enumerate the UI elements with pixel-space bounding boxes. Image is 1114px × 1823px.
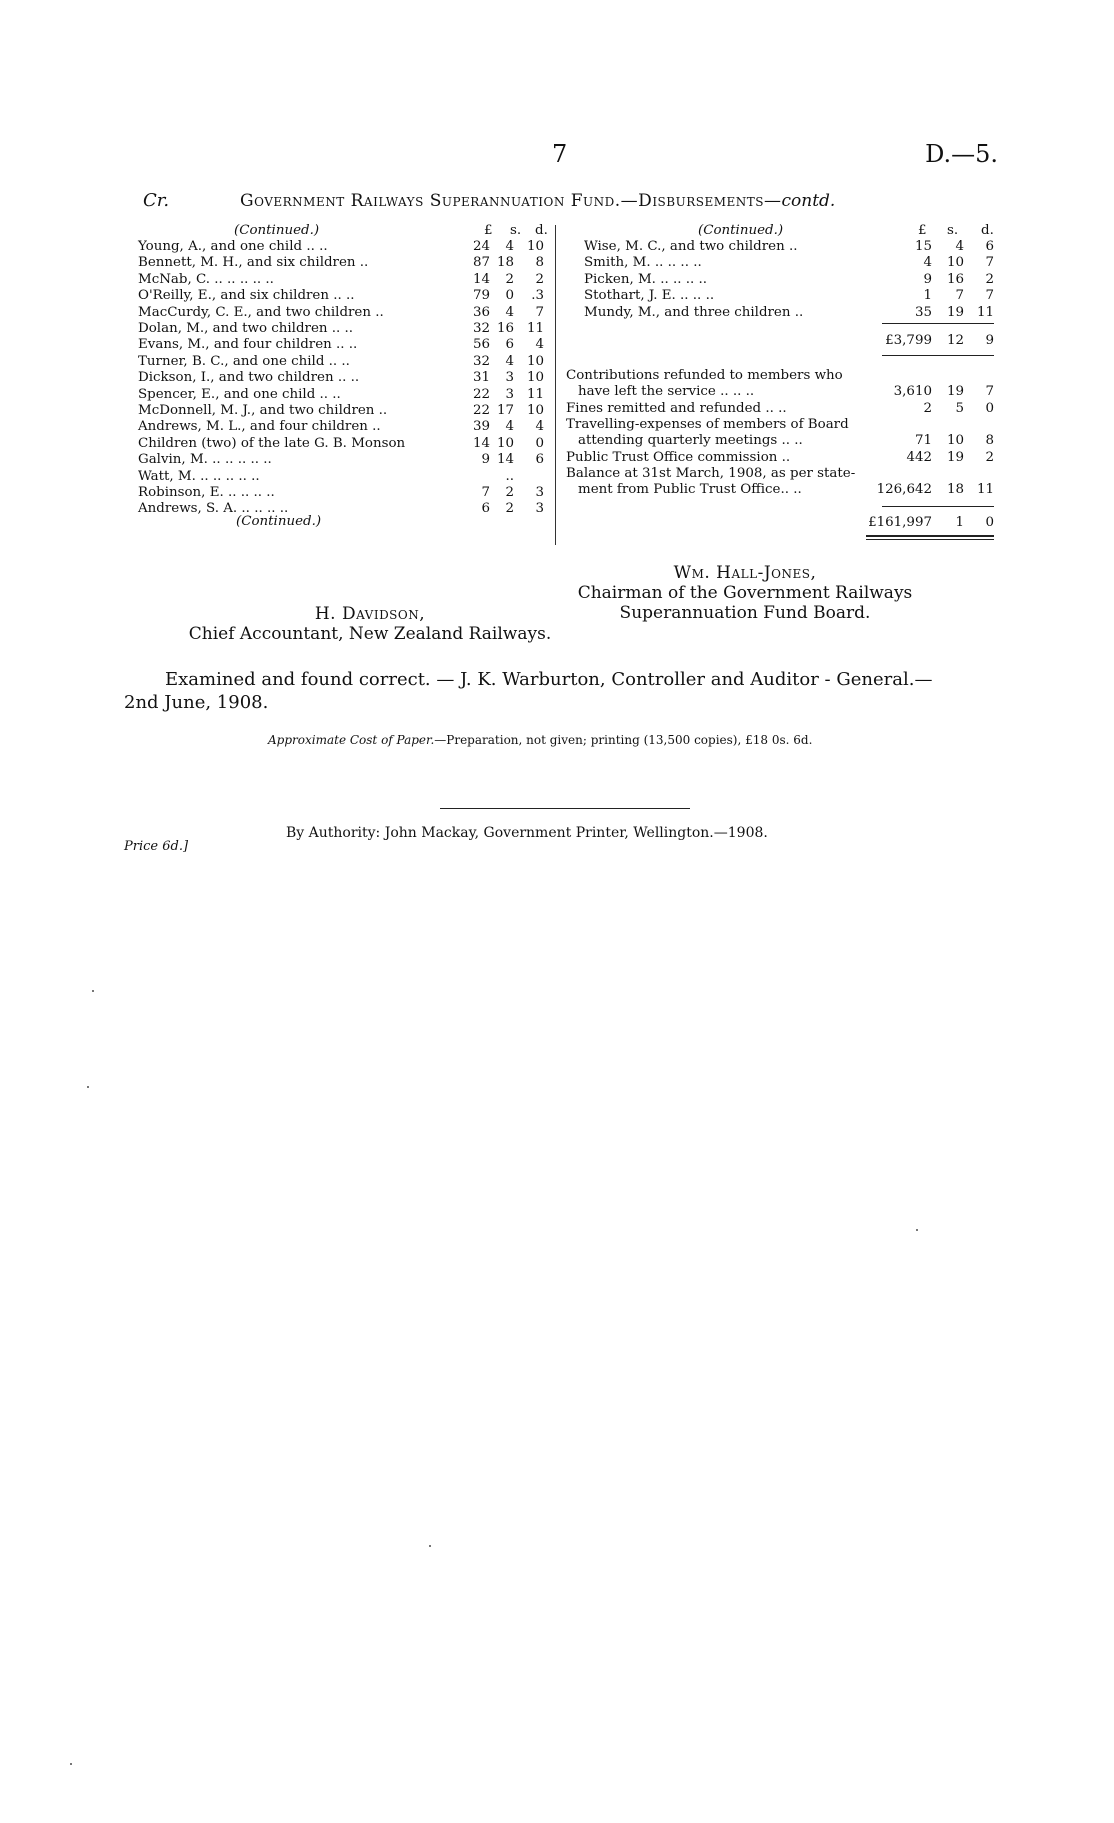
- table-row: [138, 501, 558, 517]
- row-shillings: 2: [505, 501, 514, 517]
- right-header-pence: d.: [981, 223, 994, 238]
- table-row: [138, 452, 558, 468]
- item-shillings: 19: [946, 384, 964, 400]
- row-shillings: 4: [505, 304, 514, 320]
- row-name: Dickson, I., and two children .. ..: [138, 370, 360, 386]
- examined-statement: Examined and found correct. — J. K. Warburton, Controller and Auditor - General.—: [165, 669, 933, 690]
- row-shillings: 7: [955, 288, 964, 304]
- row-pence: 11: [526, 386, 544, 402]
- item-values: [566, 433, 1006, 449]
- item-values: [566, 482, 1006, 498]
- item-line1: Fines remitted and refunded .. ..: [566, 401, 787, 416]
- credit-label: Cr.: [143, 190, 170, 211]
- row-pounds: 15: [914, 239, 932, 254]
- row-name: Bennett, M. H., and six children ..: [138, 255, 369, 271]
- row-pence: 6: [535, 452, 544, 468]
- row-pounds: 6: [481, 501, 490, 517]
- row-pence: 3: [535, 501, 544, 517]
- row-pounds: 24: [472, 239, 490, 254]
- table-row: [138, 288, 558, 304]
- row-shillings: 6: [505, 337, 514, 353]
- right-continued-top: (Continued.): [698, 223, 784, 238]
- row-pence: 11: [526, 321, 544, 336]
- footer-rule: [440, 808, 690, 809]
- row-pence: 2: [985, 271, 994, 287]
- table-row: [138, 403, 558, 419]
- table-row: [566, 272, 1006, 288]
- row-name: Andrews, S. A. .. .. .. ..: [138, 501, 289, 517]
- item-pence: 8: [985, 433, 994, 449]
- item-line1: Travelling-expenses of members of Board: [566, 417, 849, 432]
- left-continued-bottom: (Continued.): [236, 514, 322, 529]
- left-continued-top: (Continued.): [234, 223, 320, 238]
- chairman-title-line1: Chairman of the Government Railways: [577, 583, 913, 603]
- row-name: Picken, M. .. .. .. ..: [584, 271, 708, 287]
- row-pounds: 14: [472, 271, 490, 287]
- row-pounds: 22: [472, 386, 490, 402]
- row-shillings: 4: [505, 353, 514, 369]
- accountant-title: Chief Accountant, New Zealand Railways.: [188, 624, 552, 644]
- row-shillings: 4: [955, 239, 964, 254]
- row-shillings: 17: [496, 403, 514, 418]
- total-shillings: 1: [955, 515, 964, 530]
- row-name: Andrews, M. L., and four children ..: [138, 419, 381, 435]
- row-pence: 4: [535, 419, 544, 435]
- scan-speck: [70, 1763, 72, 1765]
- item-line2: attending quarterly meetings .. ..: [578, 433, 803, 449]
- item-line1: Public Trust Office commission ..: [566, 450, 791, 465]
- row-pounds: 14: [472, 435, 490, 451]
- total-double-rule-1: [866, 535, 994, 537]
- total-pence: 0: [985, 515, 994, 530]
- row-pence: .3: [531, 288, 544, 304]
- row-pounds: 79: [472, 288, 490, 304]
- row-pounds: 1: [923, 288, 932, 304]
- item-shillings: 18: [946, 482, 964, 498]
- subtotal-shillings: 12: [946, 333, 964, 348]
- row-pence: 4: [535, 337, 544, 353]
- scan-speck: [87, 1086, 89, 1088]
- price-note: Price 6d.]: [124, 839, 189, 854]
- table-row: [566, 305, 1006, 321]
- row-name: Galvin, M. .. .. .. .. ..: [138, 452, 272, 468]
- row-pence: 0: [535, 435, 544, 451]
- row-name: McDonnell, M. J., and two children ..: [138, 403, 388, 418]
- row-pence: 3: [535, 485, 544, 500]
- item-pence: 11: [976, 482, 994, 498]
- row-shillings: ..: [505, 468, 514, 484]
- item-pence: 0: [985, 401, 994, 416]
- scan-speck: [916, 1229, 918, 1231]
- row-shillings: 2: [505, 271, 514, 287]
- row-pence: 2: [535, 271, 544, 287]
- row-name: Mundy, M., and three children ..: [584, 304, 804, 320]
- row-shillings: 3: [505, 370, 514, 386]
- row-pence: 10: [526, 353, 544, 369]
- chairman-title-line2: Superannuation Fund Board.: [619, 603, 871, 623]
- row-shillings: 14: [496, 452, 514, 468]
- row-pence: 11: [976, 304, 994, 320]
- scan-speck: [92, 990, 94, 992]
- item-shillings: 19: [946, 450, 964, 465]
- subtotal-pounds: £3,799: [885, 333, 932, 348]
- row-pence: 7: [535, 304, 544, 320]
- row-shillings: 16: [496, 321, 514, 336]
- row-pence: 6: [985, 239, 994, 254]
- item-shillings: 10: [946, 433, 964, 449]
- cost-text: —Preparation, not given; printing (13,500 copies), £18 0s. 6d.: [434, 733, 813, 747]
- left-header-pence: d.: [535, 223, 548, 238]
- item-pounds: 126,642: [876, 482, 932, 498]
- item-pence: 7: [985, 384, 994, 400]
- row-pounds: 31: [472, 370, 490, 386]
- table-row: [138, 436, 558, 452]
- subtotal-rule: [882, 323, 994, 324]
- table-row: [138, 337, 558, 353]
- row-pence: 10: [526, 403, 544, 418]
- row-pence: 7: [985, 255, 994, 271]
- row-shillings: 10: [946, 255, 964, 271]
- row-pence: 7: [985, 288, 994, 304]
- table-row: [138, 239, 558, 255]
- right-header-pounds: £: [918, 223, 927, 238]
- row-pounds: 4: [923, 255, 932, 271]
- left-header-shillings: s.: [510, 223, 522, 238]
- row-pounds: 35: [914, 304, 932, 320]
- subtotal-row: [566, 333, 1006, 349]
- row-name: O'Reilly, E., and six children .. ..: [138, 288, 355, 304]
- row-name: Turner, B. C., and one child .. ..: [138, 353, 350, 369]
- item-values: [566, 384, 1006, 400]
- item-pounds: 71: [914, 433, 932, 449]
- row-pounds: 32: [472, 353, 490, 369]
- row-shillings: 0: [505, 288, 514, 304]
- total-row: [566, 515, 1006, 531]
- row-shillings: 3: [505, 386, 514, 402]
- left-disbursement-table: [138, 223, 558, 533]
- row-shillings: 10: [496, 435, 514, 451]
- table-row: [138, 305, 558, 321]
- item-values: [566, 450, 1006, 466]
- row-shillings: 4: [505, 239, 514, 254]
- printer-authority: By Authority: John Mackay, Government Printer, Wellington.—1908.: [286, 825, 768, 841]
- row-pounds: 87: [472, 255, 490, 271]
- row-name: McNab, C. .. .. .. .. ..: [138, 271, 274, 287]
- table-row: [138, 469, 558, 485]
- column-divider: [555, 225, 556, 545]
- accountant-signature: [170, 604, 570, 644]
- table-row: [138, 354, 558, 370]
- heading-contd: contd.: [781, 191, 836, 211]
- row-name: Stothart, J. E. .. .. ..: [584, 288, 715, 304]
- row-pounds: 56: [472, 337, 490, 353]
- cost-label: Approximate Cost of Paper.: [268, 733, 435, 747]
- row-name: Watt, M. .. .. .. .. ..: [138, 468, 260, 484]
- subtotal-under-rule: [882, 355, 994, 356]
- item-pounds: 2: [923, 401, 932, 416]
- scan-speck: [429, 1545, 431, 1547]
- item-values: [566, 401, 1006, 417]
- item-pence: 2: [985, 450, 994, 465]
- right-header-shillings: s.: [947, 223, 959, 238]
- row-pounds: 9: [923, 271, 932, 287]
- row-name: MacCurdy, C. E., and two children ..: [138, 304, 384, 320]
- row-pounds: 32: [472, 321, 490, 336]
- chairman-signature: [570, 563, 920, 623]
- table-row: [566, 255, 1006, 271]
- total-pounds: £161,997: [868, 515, 932, 530]
- row-shillings: 2: [505, 485, 514, 500]
- right-disbursement-table: [566, 223, 1006, 543]
- page-heading: [240, 191, 835, 211]
- row-name: Smith, M. .. .. .. ..: [584, 255, 702, 271]
- page-number: 7: [552, 140, 568, 168]
- row-name: Evans, M., and four children .. ..: [138, 337, 358, 353]
- item-line2: ment from Public Trust Office.. ..: [578, 482, 802, 498]
- row-pence: 10: [526, 239, 544, 254]
- row-name: Spencer, E., and one child .. ..: [138, 386, 341, 402]
- table-row: [138, 321, 558, 337]
- table-row: [138, 419, 558, 435]
- row-shillings: 16: [946, 271, 964, 287]
- row-pounds: 7: [481, 485, 490, 500]
- table-row: [566, 239, 1006, 255]
- document-reference: D.—5.: [925, 140, 998, 168]
- total-double-rule-2: [866, 539, 994, 540]
- row-pence: 10: [526, 370, 544, 386]
- item-line2: have left the service .. .. ..: [578, 384, 755, 400]
- item-shillings: 5: [955, 401, 964, 416]
- row-pounds: 39: [472, 419, 490, 435]
- row-pounds: 22: [472, 403, 490, 418]
- row-name: Robinson, E. .. .. .. ..: [138, 485, 275, 500]
- item-pounds: 3,610: [893, 384, 932, 400]
- row-name: Children (two) of the late G. B. Monson: [138, 435, 406, 451]
- subtotal-pence: 9: [985, 333, 994, 348]
- row-shillings: 18: [496, 255, 514, 271]
- row-name: Dolan, M., and two children .. ..: [138, 321, 354, 336]
- table-row: [138, 370, 558, 386]
- row-name: Young, A., and one child .. ..: [138, 239, 328, 254]
- table-row: [138, 272, 558, 288]
- table-row: [566, 288, 1006, 304]
- item-pounds: 442: [906, 450, 932, 465]
- row-name: Wise, M. C., and two children ..: [584, 239, 798, 254]
- row-pounds: 9: [481, 452, 490, 468]
- heading-main: Government Railways Superannuation Fund.—Disbursements—: [240, 191, 782, 211]
- item-line1: Contributions refunded to members who: [566, 368, 843, 383]
- total-rule: [882, 506, 994, 507]
- chairman-name: Wm. Hall-Jones,: [673, 563, 817, 583]
- table-row: [138, 255, 558, 271]
- approximate-cost: [268, 733, 812, 747]
- examined-date: 2nd June, 1908.: [124, 692, 269, 713]
- table-row: [138, 387, 558, 403]
- left-header-pounds: £: [484, 223, 493, 238]
- row-shillings: 4: [505, 419, 514, 435]
- table-row: [138, 485, 558, 501]
- row-pounds: 36: [472, 304, 490, 320]
- item-line1: Balance at 31st March, 1908, as per state-: [566, 466, 856, 481]
- row-pence: 8: [535, 255, 544, 271]
- row-shillings: 19: [946, 304, 964, 320]
- accountant-name: H. Davidson,: [314, 604, 426, 624]
